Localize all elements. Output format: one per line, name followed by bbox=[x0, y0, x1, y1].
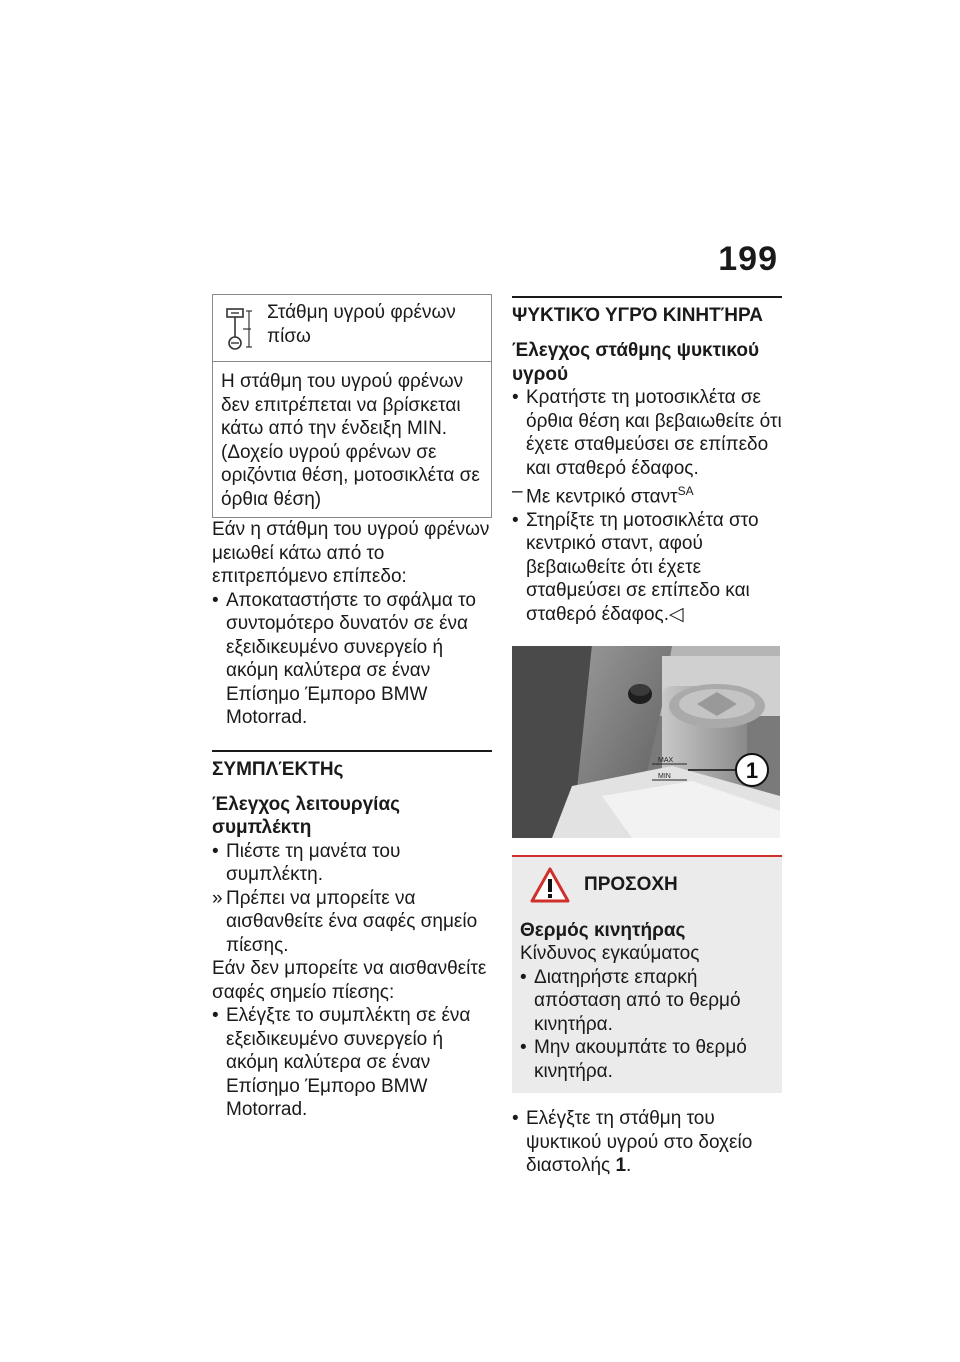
subsection-title-coolant-check: Έλεγχος στάθμης ψυκτικού υγρού bbox=[512, 340, 760, 385]
end-marker-icon: ◁ bbox=[669, 603, 684, 625]
caution-box bbox=[512, 855, 782, 1094]
bullet-item: • Πιέστε τη μανέτα του συμπλέκτη. bbox=[212, 840, 492, 887]
bullet-item bbox=[512, 1107, 782, 1178]
page-number: 199 bbox=[718, 240, 778, 278]
condition-text: Με κεντρικό σταντ bbox=[526, 486, 678, 508]
subsection-title-clutch-check: Έλεγχος λειτουργίας συμπλέκτη bbox=[212, 793, 401, 838]
bullet-end: . bbox=[626, 1155, 632, 1177]
section-title-clutch: ΣΥΜΠΛΈΚΤΗς bbox=[212, 750, 492, 781]
max-label: MAX bbox=[658, 757, 674, 765]
result-item: » Πρέπει να μπορείτε να αισθανθείτε ένα σαφές σημείο πίεσης. bbox=[212, 887, 492, 958]
limit-box-title: Στάθμη υγρού φρένων πίσω bbox=[267, 302, 456, 347]
right-column bbox=[512, 296, 782, 1178]
paragraph: Εάν δεν μπορείτε να αισθανθείτε σαφές σημείο πίεσης: bbox=[212, 958, 487, 1003]
bullet-item: • Κρατήστε τη μοτοσικλέτα σε όρθια θέση και βεβαιωθείτε ότι έχετε σταθμεύσει σε επίπεδο και σταθερό έδαφος. bbox=[512, 386, 782, 480]
limit-box-header bbox=[213, 295, 491, 362]
reference-number: 1 bbox=[615, 1155, 627, 1177]
callout-number: 1 bbox=[745, 758, 759, 784]
caution-title: ΠΡΟΣΟΧΗ bbox=[584, 874, 678, 896]
sa-marker: SA bbox=[677, 484, 694, 498]
section-title-coolant: ΨΥΚΤΙΚΌ ΥΓΡΌ ΚΙΝΗΤΉΡΑ bbox=[512, 296, 782, 327]
min-label: MIN bbox=[658, 773, 671, 781]
caution-item: • Διατηρήστε επαρκή απόσταση από το θερμό κινητήρα. bbox=[520, 966, 774, 1037]
bullet-text: Στηρίξτε τη μοτοσικλέτα στο κεντρικό σταντ, αφού βεβαιωθείτε ότι έχετε σταθμεύσει σε επίπεδο και σταθερό έδαφος. bbox=[526, 509, 759, 625]
bullet-text: Ελέγξτε τη στάθμη του ψυκτικού υγρού στο δοχείο διαστολής bbox=[526, 1108, 753, 1177]
bullet-item: • Ελέγξτε το συμπλέκτη σε ένα εξειδικευμένο συνεργείο ή ακόμη καλύτερα σε έναν Επίσημο Έμπορο BMW Motorrad. bbox=[212, 1004, 492, 1122]
condition-item bbox=[512, 480, 782, 509]
brake-fluid-level-icon bbox=[221, 307, 261, 353]
left-column bbox=[212, 294, 492, 1122]
caution-header bbox=[530, 867, 774, 903]
limit-box-body: Η στάθμη του υγρού φρένων δεν επιτρέπεται να βρίσκεται κάτω από την ένδειξη MIN. (Δοχείο υγρού φρένων σε οριζόντια θέση, μοτοσικλέτα σε όρθια θέση) bbox=[221, 371, 480, 510]
coolant-reservoir-photo bbox=[512, 646, 780, 838]
caution-heading: Θερμός κινητήρας bbox=[520, 919, 686, 941]
bullet-item bbox=[512, 509, 782, 627]
paragraph: Εάν η στάθμη του υγρού φρένων μειωθεί κάτω από το επιτρεπόμενο επίπεδο: bbox=[212, 519, 490, 587]
bullet-item: • Αποκαταστήστε το σφάλμα το συντομότερο δυνατόν σε ένα εξειδικευμένο συνεργείο ή ακόμη καλύτερα σε έναν Επίσημο Έμπορο BMW Motorrad. bbox=[212, 589, 492, 730]
caution-subheading: Κίνδυνος εγκαύματος bbox=[520, 943, 700, 965]
caution-item: • Μην ακουμπάτε το θερμό κινητήρα. bbox=[520, 1036, 774, 1083]
warning-triangle-icon bbox=[530, 867, 570, 903]
limit-box bbox=[212, 294, 492, 518]
